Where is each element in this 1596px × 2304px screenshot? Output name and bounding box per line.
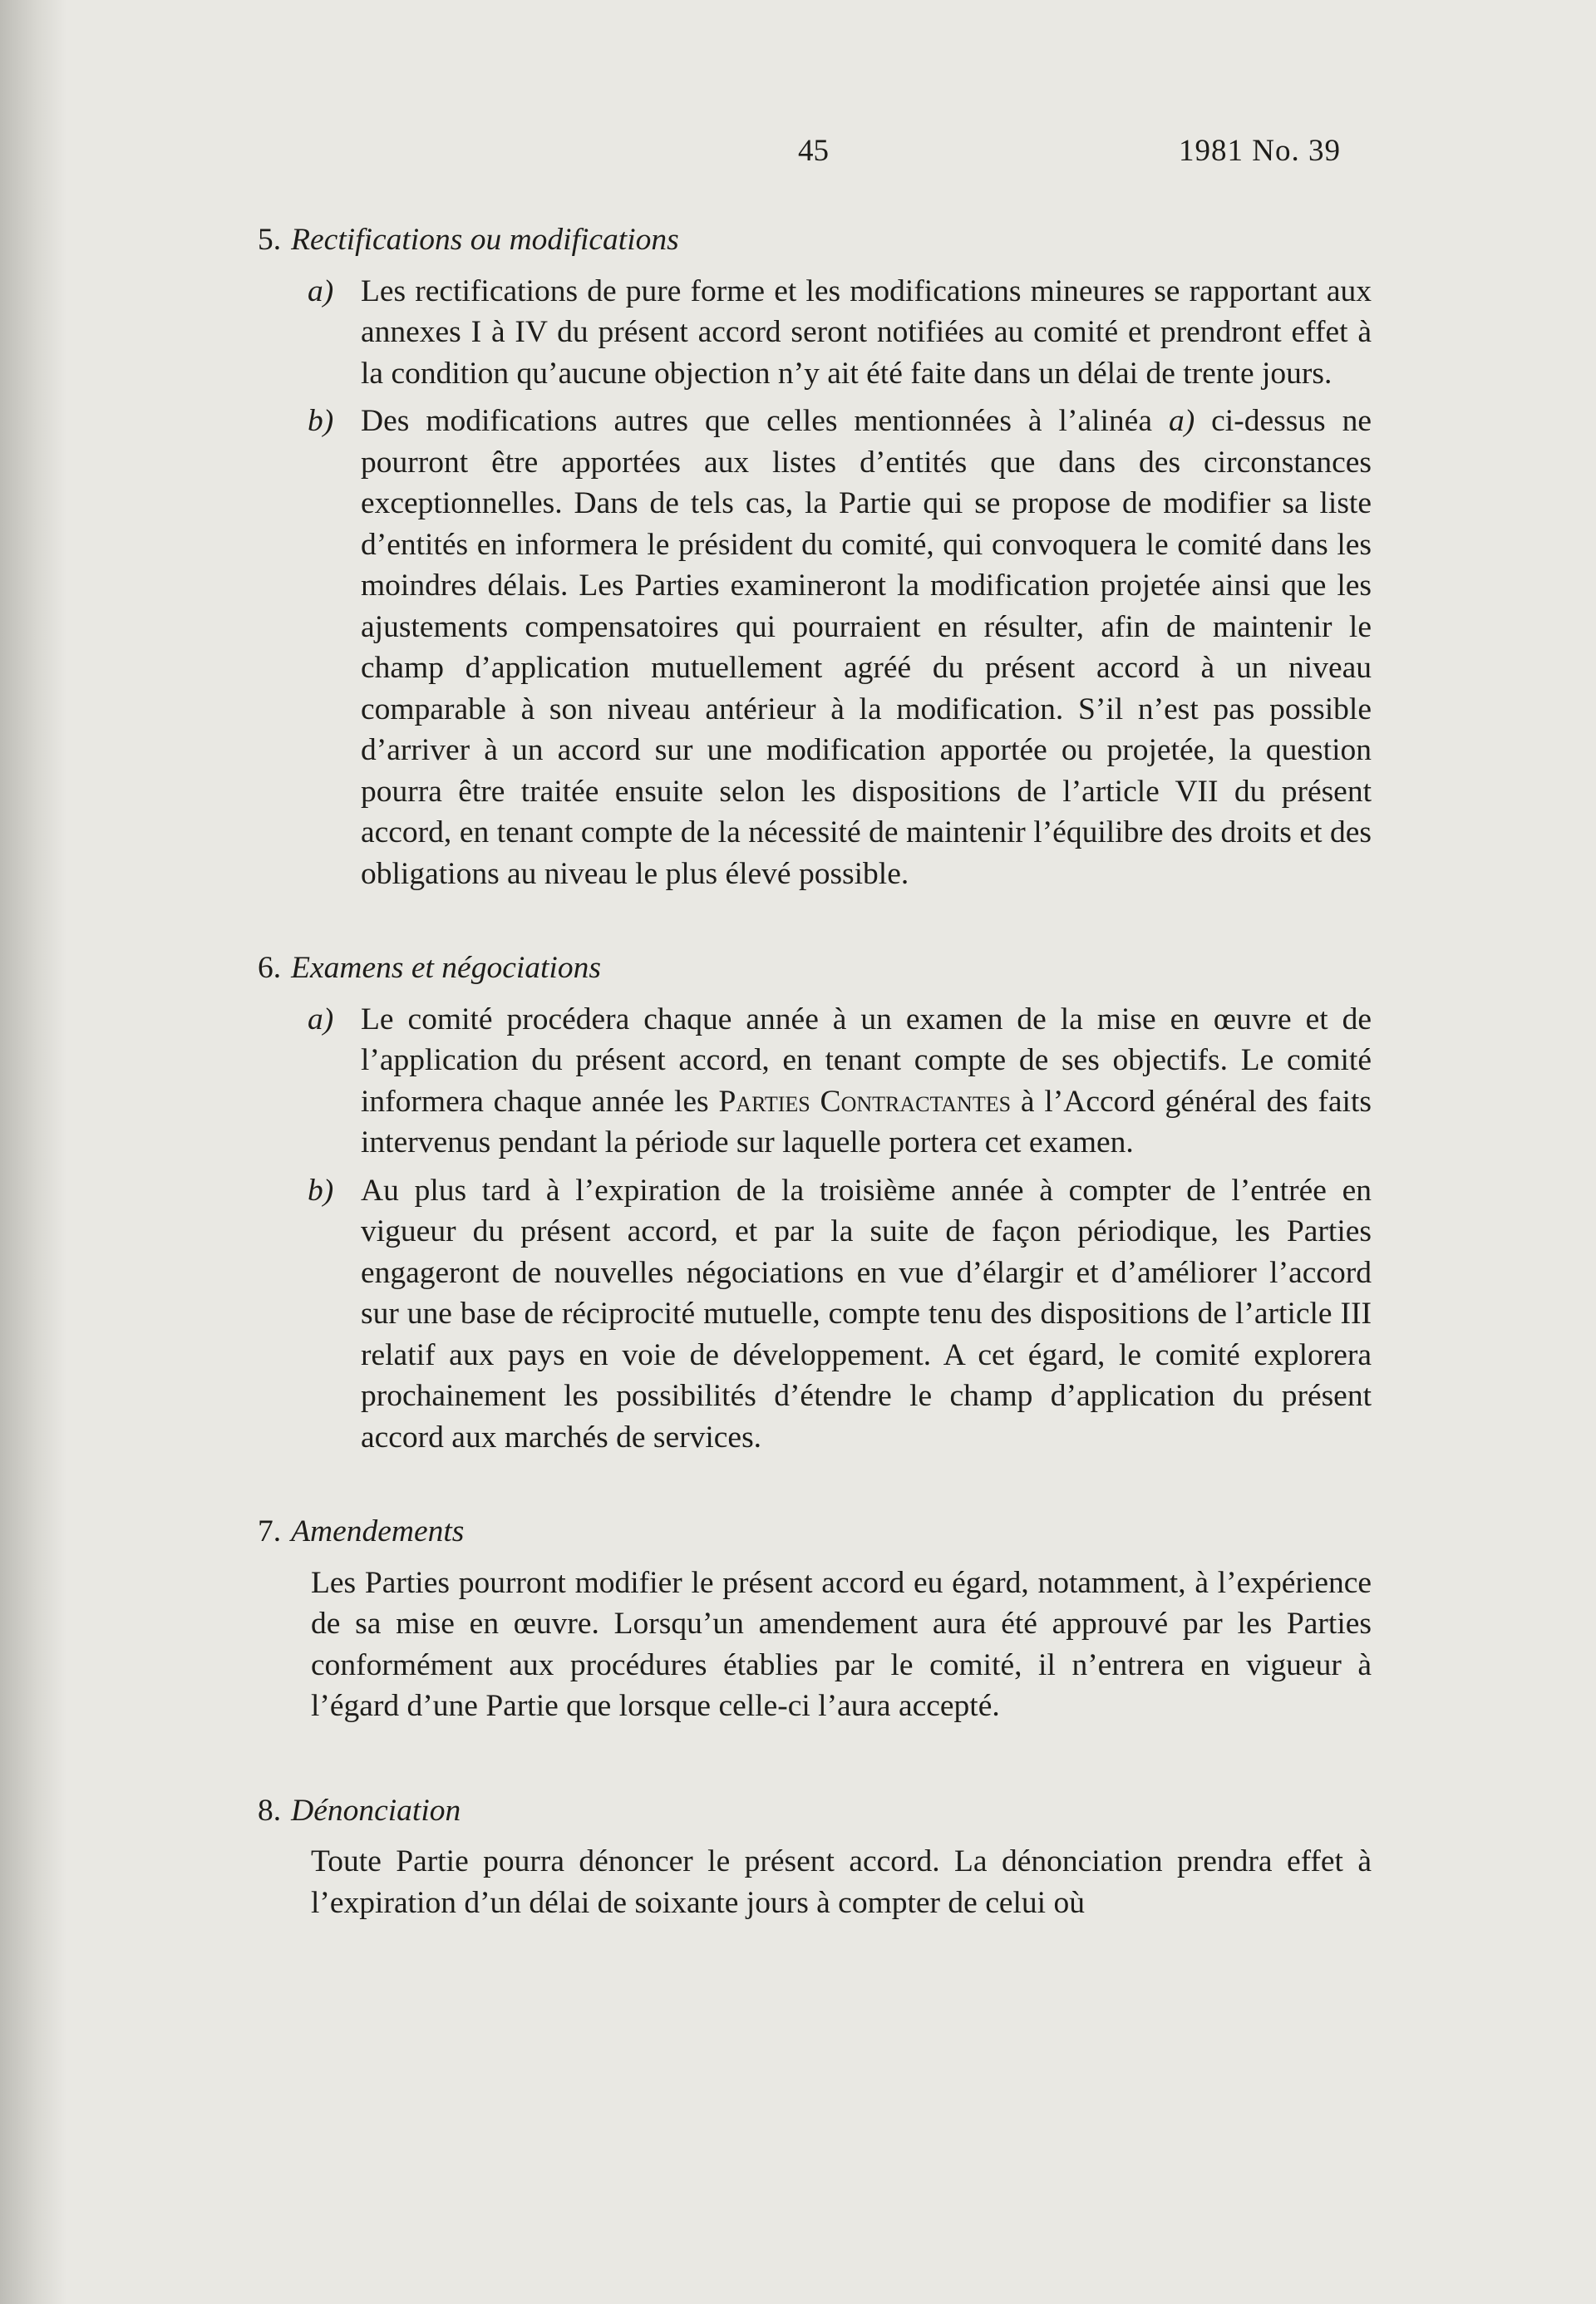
section-paragraph: Les Parties pourront modifier le présent accord eu égard, notamment, à l’expérience de sa mise en œuvre. Lorsqu’un amendement aura été approuvé par les Parties conformément aux procédures établies par le comité, il n’entrera en vigueur à l’égard d’une Partie que lorsque celle-ci l’aura accepté. — [311, 1565, 1372, 1723]
item-label: a) — [308, 1002, 334, 1036]
section-title: Dénonciation — [291, 1793, 461, 1828]
section-heading-8 — [258, 1790, 1372, 1832]
section-number: 5. — [258, 223, 282, 257]
item-text: Le comité procédera chaque année à un examen de la mise en œuvre et de l’application du présent accord, en tenant compte de ses objectifs. Le comité informera chaque année les — [361, 1002, 1372, 1119]
document-reference: 1981 No. 39 — [1179, 134, 1341, 168]
section-title: Examens et négociations — [291, 951, 601, 985]
section-heading-7 — [258, 1511, 1372, 1553]
section-heading-6 — [258, 948, 1372, 989]
page-body — [258, 219, 1372, 1923]
item-label: b) — [308, 1173, 334, 1208]
section-spacer — [258, 1727, 1372, 1790]
section-number: 8. — [258, 1793, 282, 1828]
section-number: 6. — [258, 951, 282, 985]
page-number: 45 — [798, 134, 829, 168]
item-text-continued: à l’Accord général des faits intervenus pendant la période sur laquelle portera cet examen. — [361, 1084, 1372, 1159]
section-spacer — [258, 901, 1372, 948]
list-item — [258, 999, 1372, 1164]
item-text: Des modifications autres que celles mentionnées à l’alinéa — [361, 404, 1169, 438]
item-label: a) — [308, 273, 334, 308]
list-item — [258, 1170, 1372, 1459]
item-label: b) — [308, 404, 334, 438]
section-title: Amendements — [291, 1514, 465, 1548]
section-number: 7. — [258, 1514, 282, 1548]
list-item — [258, 271, 1372, 395]
item-text-continued: ci-dessus ne pourront être apportées aux listes d’entités que dans des circonstances exceptionnelles. Dans de tels cas, la Partie qui se propose de modifier sa liste d’entités en informera le président du comité, qui convoquera le comité dans les moindres délais. Les Parties examineront la modification projetée ainsi que les ajustements compensatoires qui pourraient en résulter, afin de maintenir le champ d’application mutuellement agréé du présent accord à un niveau comparable à son niveau antérieur à la modification. S’il n’est pas possible d’arriver à un accord sur une modification apportée ou projetée, la question pourra être traitée ensuite selon les dispositions de l’article VII du présent accord, en tenant compte de la nécessité de maintenir l’équilibre des droits et des obligations au niveau le plus élevé possible. — [361, 404, 1372, 891]
section-heading-5 — [258, 219, 1372, 261]
section-title: Rectifications ou modifications — [291, 223, 679, 257]
item-text: Les rectifications de pure forme et les modifications mineures se rapportant aux annexes I à IV du présent accord seront notifiées au comité et prendront effet à la condition qu’aucune objection n’y ait été faite dans un délai de trente jours. — [361, 273, 1372, 391]
inline-reference: a) — [1168, 404, 1195, 438]
contracting-parties-term: Parties Contractantes — [718, 1084, 1012, 1119]
section-spacer — [258, 1465, 1372, 1511]
list-item — [258, 401, 1372, 894]
item-text: Au plus tard à l’expiration de la troisième année à compter de l’entrée en vigueur du présent accord, et par la suite de façon périodique, les Parties engageront de nouvelles négociations en vue d’élargir et d’améliorer l’accord sur une base de réciprocité mutuelle, compte tenu des dispositions de l’article III relatif aux pays en voie de développement. A cet égard, le comité explorera prochainement les possibilités d’étendre le champ d’application du présent accord aux marchés de services. — [361, 1173, 1372, 1455]
section-paragraph: Toute Partie pourra dénoncer le présent accord. La dénonciation prendra effet à l’expiration d’un délai de soixante jours à compter de celui où — [311, 1844, 1372, 1920]
